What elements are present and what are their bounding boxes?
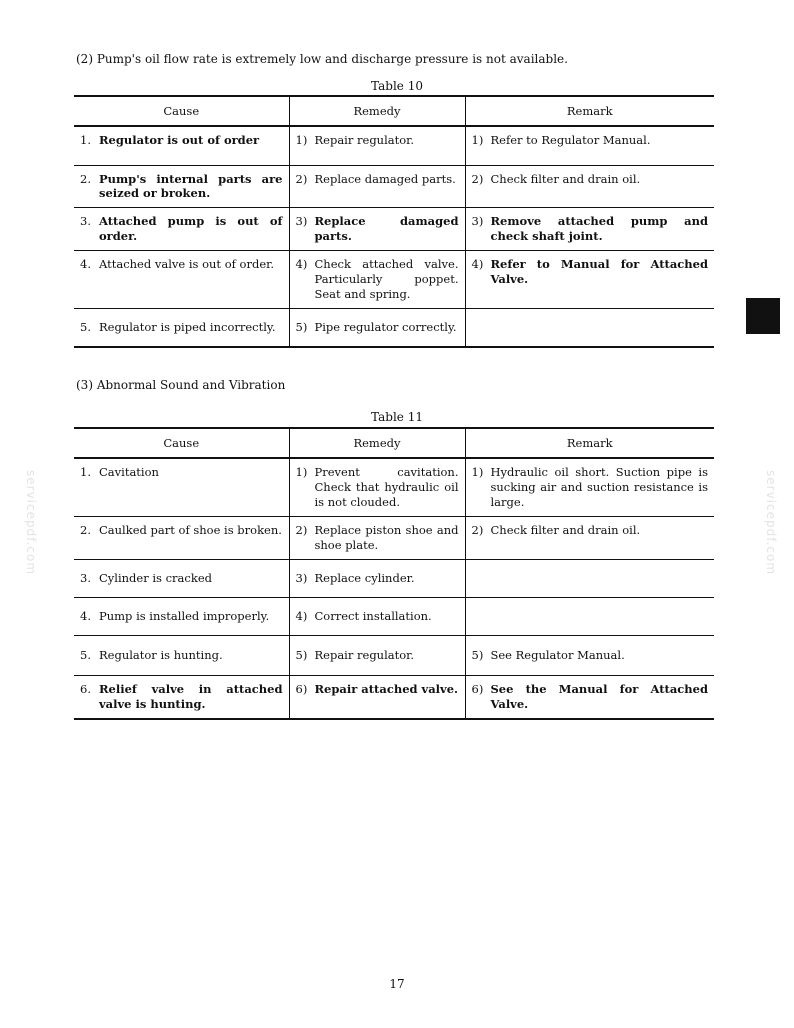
column-header-remedy: Remedy xyxy=(289,96,465,126)
cause-text: Attached pump is out of order. xyxy=(99,214,283,244)
cause-number: 5. xyxy=(80,319,91,334)
remedy-cell xyxy=(289,309,465,347)
cause-text: Attached valve is out of order. xyxy=(99,257,275,272)
table-row xyxy=(74,309,714,347)
watermark-left: servicepdf.com xyxy=(24,470,38,576)
remark-cell xyxy=(465,559,714,597)
remark-number: 6) xyxy=(471,681,484,696)
section-2-heading: (2) Pump's oil flow rate is extremely low and discharge pressure is not available. xyxy=(76,52,568,66)
remark-text: Check filter and drain oil. xyxy=(490,522,641,537)
remedy-text: Replace damaged parts. xyxy=(314,214,459,244)
remedy-cell xyxy=(289,597,465,635)
remark-text: Refer to Manual for Attached Valve. xyxy=(490,257,708,287)
cause-cell xyxy=(74,597,289,635)
remedy-number: 3) xyxy=(295,214,308,229)
cause-cell xyxy=(74,165,289,208)
cause-text: Pump's internal parts are seized or broken. xyxy=(99,171,283,201)
cause-number: 4. xyxy=(80,608,91,623)
table-row xyxy=(74,516,714,559)
remark-number: 4) xyxy=(471,257,484,272)
page-number: 17 xyxy=(389,977,405,991)
cause-number: 2. xyxy=(80,171,91,186)
remark-text: Check filter and drain oil. xyxy=(490,171,641,186)
cause-text: Cavitation xyxy=(99,465,159,479)
remark-number: 2) xyxy=(471,171,484,186)
watermark-right: servicepdf.com xyxy=(764,470,778,576)
remedy-text: Replace piston shoe and shoe plate. xyxy=(314,522,459,552)
table-10-caption: Table 10 xyxy=(371,79,423,93)
table-row xyxy=(74,165,714,208)
remark-number: 1) xyxy=(471,465,484,479)
remedy-text: Replace damaged parts. xyxy=(314,171,456,186)
remedy-text: Pipe regulator correctly. xyxy=(314,319,457,334)
cause-number: 3. xyxy=(80,570,91,585)
cause-cell xyxy=(74,126,289,165)
remark-cell xyxy=(465,165,714,208)
table-10 xyxy=(74,95,714,348)
remedy-cell xyxy=(289,635,465,675)
remark-text: Remove attached pump and check shaft joint. xyxy=(490,214,708,244)
remedy-number: 5) xyxy=(295,647,308,662)
column-header-remark: Remark xyxy=(465,428,714,458)
remark-text: See the Manual for Attached Valve. xyxy=(490,681,708,711)
cause-cell xyxy=(74,309,289,347)
table-row xyxy=(74,458,714,516)
cause-number: 6. xyxy=(80,681,91,696)
cause-number: 1. xyxy=(80,465,91,479)
cause-text: Caulked part of shoe is broken. xyxy=(99,522,282,537)
remedy-text: Correct installation. xyxy=(314,608,432,623)
remedy-number: 2) xyxy=(295,171,308,186)
section-3-heading: (3) Abnormal Sound and Vibration xyxy=(76,378,286,392)
cause-cell xyxy=(74,635,289,675)
remedy-cell xyxy=(289,126,465,165)
column-header-remedy: Remedy xyxy=(289,428,465,458)
remedy-number: 2) xyxy=(295,522,308,537)
remark-cell xyxy=(465,458,714,516)
remedy-number: 3) xyxy=(295,570,308,585)
remedy-number: 1) xyxy=(295,133,308,147)
remark-text: Hydraulic oil short. Suction pipe is sucking air and suction resistance is large. xyxy=(490,465,708,509)
remedy-cell xyxy=(289,559,465,597)
remedy-cell xyxy=(289,208,465,251)
remedy-cell xyxy=(289,675,465,718)
cause-text: Pump is installed improperly. xyxy=(99,608,270,623)
cause-text: Regulator is out of order xyxy=(99,133,260,147)
remedy-text: Replace cylinder. xyxy=(314,570,415,585)
table-row xyxy=(74,675,714,718)
remark-text: See Regulator Manual. xyxy=(490,647,625,662)
remark-number: 1) xyxy=(471,133,484,147)
cause-cell xyxy=(74,251,289,309)
remark-number: 3) xyxy=(471,214,484,229)
remedy-text: Repair regulator. xyxy=(314,647,415,662)
remedy-text: Check attached valve. Particularly poppet. Seat and spring. xyxy=(314,257,459,302)
remark-number: 2) xyxy=(471,522,484,537)
column-header-cause: Cause xyxy=(74,428,289,458)
cause-text: Regulator is hunting. xyxy=(99,647,223,662)
section-tab-marker xyxy=(746,298,780,334)
remark-text: Refer to Regulator Manual. xyxy=(490,133,651,147)
cause-cell xyxy=(74,675,289,718)
cause-number: 5. xyxy=(80,647,91,662)
cause-cell xyxy=(74,208,289,251)
cause-number: 4. xyxy=(80,257,91,272)
remedy-text: Repair attached valve. xyxy=(314,681,459,696)
remedy-number: 1) xyxy=(295,465,308,479)
remark-cell xyxy=(465,126,714,165)
remark-cell xyxy=(465,516,714,559)
remark-cell xyxy=(465,635,714,675)
remedy-number: 4) xyxy=(295,257,308,272)
remark-cell xyxy=(465,675,714,718)
remedy-cell xyxy=(289,165,465,208)
remark-number: 5) xyxy=(471,647,484,662)
remedy-number: 4) xyxy=(295,608,308,623)
cause-number: 2. xyxy=(80,522,91,537)
remedy-text: Repair regulator. xyxy=(314,133,415,147)
remedy-number: 6) xyxy=(295,681,308,696)
table-11 xyxy=(74,427,714,720)
column-header-remark: Remark xyxy=(465,96,714,126)
cause-number: 3. xyxy=(80,214,91,229)
remark-cell xyxy=(465,208,714,251)
cause-number: 1. xyxy=(80,133,91,147)
table-header-row xyxy=(74,428,714,458)
remedy-text: Prevent cavitation. Check that hydraulic oil is not clouded. xyxy=(314,465,459,509)
table-11-caption: Table 11 xyxy=(371,410,423,424)
table-row xyxy=(74,559,714,597)
cause-cell xyxy=(74,516,289,559)
remark-cell xyxy=(465,251,714,309)
cause-text: Cylinder is cracked xyxy=(99,570,212,585)
remedy-cell xyxy=(289,251,465,309)
remedy-number: 5) xyxy=(295,319,308,334)
table-row xyxy=(74,597,714,635)
remark-cell xyxy=(465,309,714,347)
table-row xyxy=(74,251,714,309)
remedy-cell xyxy=(289,516,465,559)
column-header-cause: Cause xyxy=(74,96,289,126)
table-row xyxy=(74,208,714,251)
cause-cell xyxy=(74,458,289,516)
table-row xyxy=(74,635,714,675)
table-row xyxy=(74,126,714,165)
cause-cell xyxy=(74,559,289,597)
cause-text: Relief valve in attached valve is hunting. xyxy=(99,681,283,711)
remark-cell xyxy=(465,597,714,635)
cause-text: Regulator is piped incorrectly. xyxy=(99,319,276,334)
remedy-cell xyxy=(289,458,465,516)
table-header-row xyxy=(74,96,714,126)
